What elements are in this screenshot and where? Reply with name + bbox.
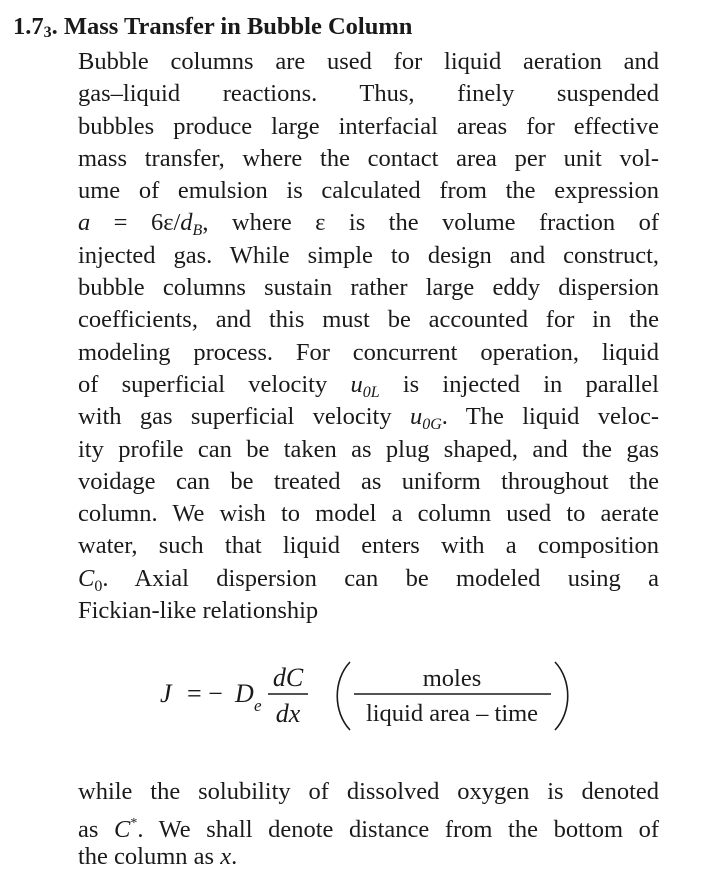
section-number: 1.7 (13, 13, 44, 40)
body-line (78, 808, 659, 844)
section-number-dot: . (51, 13, 58, 40)
eq-right-paren (555, 662, 568, 730)
closing-paragraph (78, 776, 659, 873)
body-line: while the solubility of dissolved oxygen is denoted (78, 778, 659, 805)
math-x: x (220, 842, 232, 870)
body-text: , where ε is the volume fraction of (202, 209, 659, 237)
math-u: u (350, 370, 363, 398)
body-text: of superficial velocity (78, 370, 351, 398)
math-expression: = 6ε/ (90, 209, 181, 237)
body-text: with gas superficial velocity (78, 403, 410, 431)
math-subscript: 0 (94, 577, 103, 595)
body-line: voidage can be treated as uniform throughout the (78, 467, 659, 495)
section-title: Mass Transfer in Bubble Column (63, 13, 413, 40)
body-line: column. We wish to model a column used to aerate (78, 500, 659, 528)
eq-units-numerator: moles (422, 665, 482, 692)
body-text: the column as (78, 842, 221, 870)
body-line: Bubble columns are used for liquid aeration and (78, 48, 659, 75)
body-line: water, such that liquid enters with a composition (78, 532, 659, 560)
math-c: C (114, 816, 131, 844)
eq-d: D (235, 679, 254, 708)
eq-denominator-dx: dx (275, 699, 301, 728)
math-subscript-b: B (192, 222, 203, 240)
eq-numerator-dc: dC (272, 663, 304, 692)
body-line: coefficients, and this must be accounted for in the (78, 306, 659, 334)
body-line (78, 841, 659, 873)
math-superscript-star: * (130, 816, 138, 832)
math-subscript: 0G (422, 416, 442, 434)
body-line: Fickian-like relationship (78, 597, 319, 625)
math-c: C (78, 564, 95, 592)
body-line: gas–liquid reactions. Thus, finely suspended (78, 80, 659, 108)
body-text: is injected in parallel (379, 370, 659, 398)
body-line: bubbles produce large interfacial areas for effective (78, 112, 659, 140)
math-d: d (180, 209, 193, 237)
body-line: mass transfer, where the contact area per unit vol- (78, 144, 659, 172)
body-line: injected gas. While simple to design and construct, (78, 241, 659, 269)
body-text: . We shall denote distance from the bottom of (137, 816, 659, 844)
eq-j: J (160, 679, 172, 708)
body-line: ume of emulsion is calculated from the expression (78, 177, 659, 205)
eq-equals-minus: = − (187, 679, 223, 708)
body-line: modeling process. For concurrent operation, liquid (78, 338, 659, 366)
math-subscript: 0L (362, 383, 380, 401)
math-u: u (409, 403, 423, 431)
eq-d-subscript-e: e (254, 696, 262, 715)
body-text: . (231, 842, 238, 870)
body-text: . The liquid veloc- (441, 403, 659, 431)
eq-units-denominator: liquid area – time (365, 700, 539, 727)
body-text: as (78, 816, 114, 844)
section-number-subscript: 3 (43, 24, 52, 41)
math-a: a (78, 209, 91, 237)
body-text: . Axial dispersion can be modeled using a (102, 564, 659, 592)
body-line: ity profile can be taken as plug shaped, and the gas (78, 435, 659, 463)
body-line: bubble columns sustain rather large eddy dispersion (78, 274, 659, 302)
eq-left-paren (337, 662, 350, 730)
